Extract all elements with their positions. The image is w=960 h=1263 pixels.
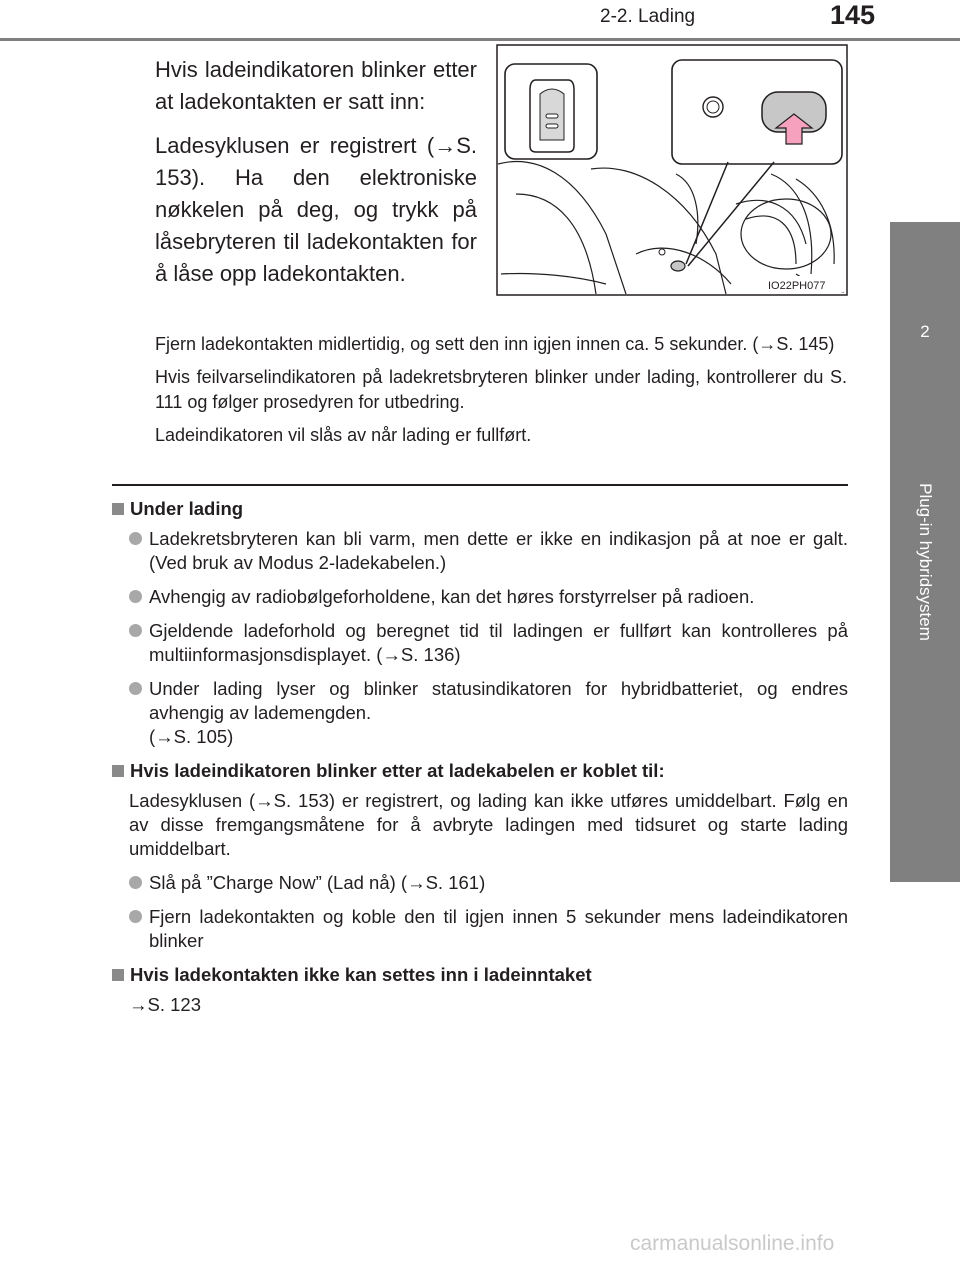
intro-paragraph-2: Ladesyklusen er registrert (→S. 153). Ha den elektroniske nøkkelen på deg, og trykk på låsebryteren til ladekontakten for å låse opp ladekontakten.: [155, 133, 477, 286]
arrow-icon: →: [758, 334, 777, 354]
watermark: carmanualsonline.info: [630, 1232, 835, 1255]
chapter-title: Plug-in hybridsystem: [916, 483, 935, 641]
heading-under-lading: Under lading: [112, 497, 848, 521]
square-bullet-icon: [112, 969, 124, 981]
note-3: Ladeindikatoren vil slås av når lading er fullført.: [155, 425, 532, 445]
bullet-icon: [129, 876, 142, 889]
intro-paragraph-1: Hvis ladeindikatoren blinker etter at ladekontakten er satt inn:: [155, 57, 477, 114]
heading-kan-ikke-settes-inn: Hvis ladekontakten ikke kan settes inn i ladeinntaket: [112, 963, 848, 987]
note-2: Hvis feilvarselindikatoren på ladekretsbryteren blinker under lading, kontrollerer du S. 111 og følger prosedyren for utbedring.: [155, 367, 847, 412]
square-bullet-icon: [112, 503, 124, 515]
illustration-svg: [496, 44, 848, 296]
page-number: 145: [830, 0, 876, 30]
list-item: Under lading lyser og blinker statusindikatoren for hybridbatteriet, og endres avhengig av lademengden. (→S. 105): [112, 677, 848, 749]
arrow-icon: →: [155, 726, 174, 747]
list-item: Ladekretsbryteren kan bli varm, men dette er ikke en indikasjon på at noe er galt. (Ved bruk av Modus 2-ladekabelen.): [112, 527, 848, 575]
list-item: Gjeldende ladeforhold og beregnet tid til ladingen er fullført kan kontrolleres på multiinformasjonsdisplayet. (→S. 136): [112, 619, 848, 667]
bullet-icon: [129, 910, 142, 923]
list-item: Avhengig av radiobølgeforholdene, kan det høres forstyrrelser på radioen.: [112, 585, 848, 609]
bullet-icon: [129, 682, 142, 695]
section-title: 2-2. Lading: [600, 6, 696, 27]
list-item: Fjern ladekontakten og koble den til igjen innen 5 sekunder mens ladeindikatoren blinker: [112, 905, 848, 953]
main-content: [112, 493, 848, 1027]
figure-code: IO22PH077: [768, 280, 826, 292]
chapter-tab: [890, 222, 960, 882]
bullet-icon: [129, 532, 142, 545]
arrow-icon: →: [407, 872, 426, 893]
bullet-icon: [129, 590, 142, 603]
note-1: Fjern ladekontakten midlertidig, og sett den inn igjen innen ca. 5 sekunder. (→S. 145): [155, 334, 835, 354]
header-rule: [0, 38, 960, 41]
arrow-icon: →: [382, 644, 401, 665]
paragraph: Ladesyklusen (→S. 153) er registrert, og lading kan ikke utføres umiddelbart. Følg en av disse fremgangsmåtene for å avbryte ladingen med tidsuret og starte lading umiddelbart.: [129, 790, 848, 859]
section-divider: [112, 484, 848, 486]
arrow-icon: →: [129, 994, 148, 1015]
charging-connector-illustration: [496, 44, 848, 296]
paragraph: →S. 123: [129, 994, 201, 1015]
arrow-icon: →: [434, 133, 457, 158]
bullet-icon: [129, 624, 142, 637]
heading-blinker-kabel: Hvis ladeindikatoren blinker etter at ladekabelen er koblet til:: [112, 759, 848, 783]
notes: [155, 332, 847, 456]
list-item: Slå på ”Charge Now” (Lad nå) (→S. 161): [112, 871, 848, 895]
arrow-icon: →: [255, 790, 274, 811]
chapter-number: 2: [920, 322, 930, 341]
square-bullet-icon: [112, 765, 124, 777]
intro-text: [155, 54, 477, 302]
key-fob-icon: [530, 80, 574, 152]
